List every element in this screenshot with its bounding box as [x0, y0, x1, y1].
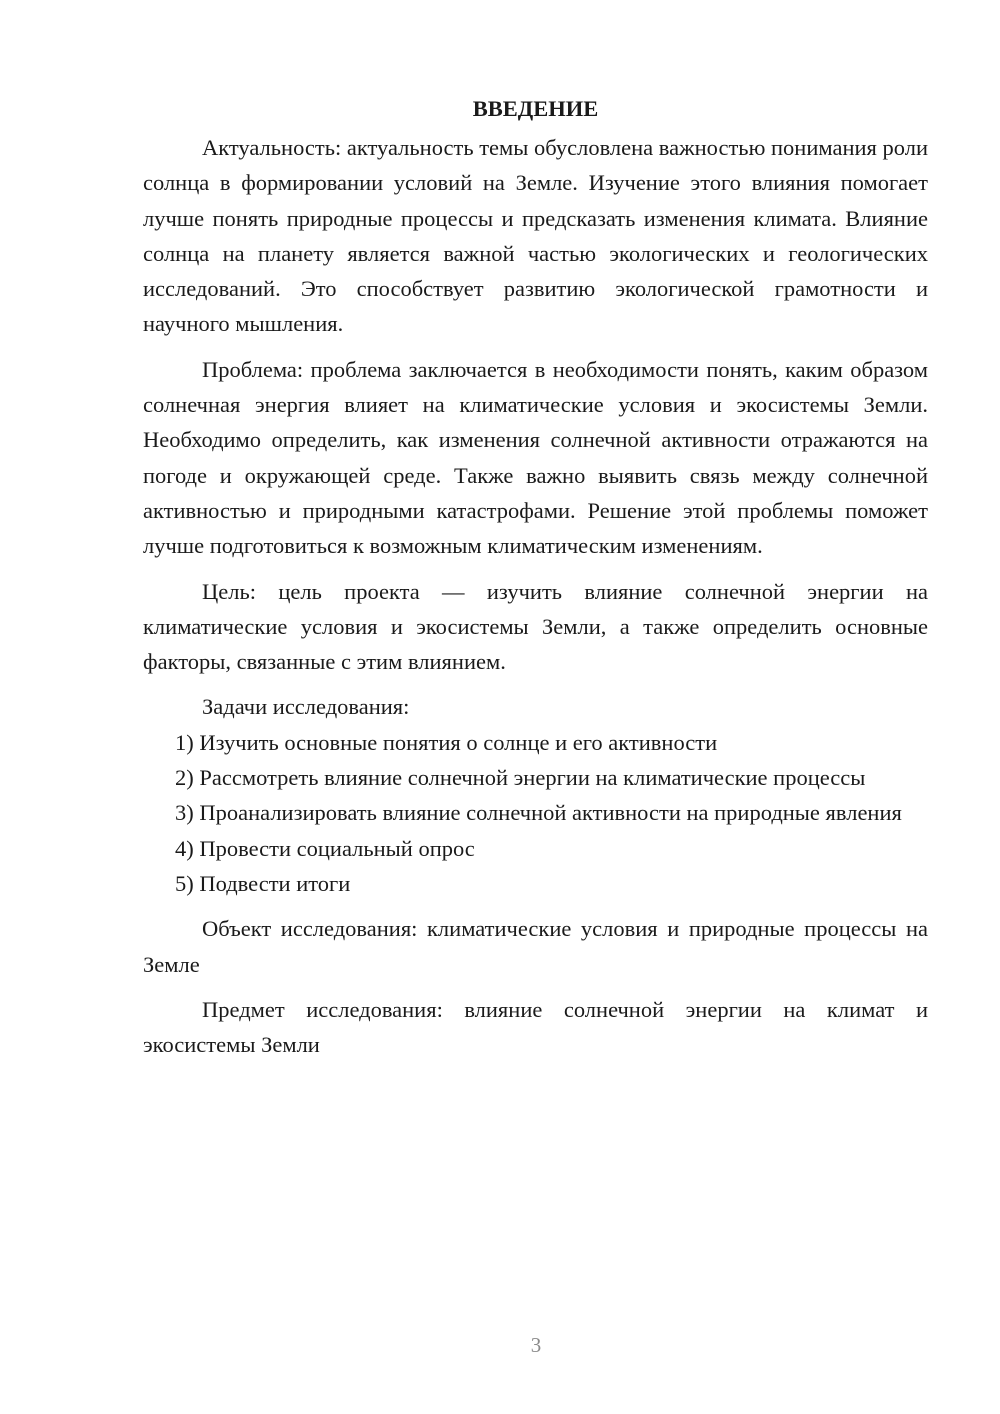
- task-item-3: 3) Проанализировать влияние солнечной активности на природные явления: [175, 800, 902, 826]
- page-title: ВВЕДЕНИЕ: [472, 96, 599, 121]
- object-paragraph: Объект исследования: климатические условия и природные процессы на Земле: [143, 916, 928, 977]
- page-number: 3: [530, 1333, 542, 1357]
- task-item-1: 1) Изучить основные понятия о солнце и его активности: [175, 729, 718, 755]
- subject-paragraph: Предмет исследования: влияние солнечной энергии на климат и экосистемы Земли: [143, 996, 928, 1058]
- relevance-paragraph: Актуальность: актуальность темы обусловлена важностью понимания роли солнца в формировании условий на Земле. Изучение этого влияния помогает лучше понять природные процессы и предсказать изменения климата. Влияние солнца на планету является важной частью экологических и геологических исследований. Это способствует развитию экологической грамотности и научного мышления.: [143, 135, 928, 337]
- task-item-4: 4) Провести социальный опрос: [175, 835, 475, 861]
- problem-paragraph: Проблема: проблема заключается в необходимости понять, каким образом солнечная энергия влияет на климатические условия и экосистемы Земли. Необходимо определить, как изменения солнечной активности отражаются на погоде и окружающей среде. Также важно выявить связь между солнечной активностью и природными катастрофами. Решение этой проблемы поможет лучше подготовиться к возможным климатическим изменениям.: [143, 356, 928, 559]
- tasks-heading: Задачи исследования:: [202, 694, 410, 720]
- goal-paragraph: Цель: цель проекта — изучить влияние солнечной энергии на климатические условия и экосистемы Земли, а также определить основные факторы, связанные с этим влиянием.: [143, 578, 928, 675]
- task-item-2: 2) Рассмотреть влияние солнечной энергии на климатические процессы: [175, 765, 866, 791]
- document-page: [143, 92, 928, 1062]
- task-item-5: 5) Подвести итоги: [175, 870, 351, 896]
